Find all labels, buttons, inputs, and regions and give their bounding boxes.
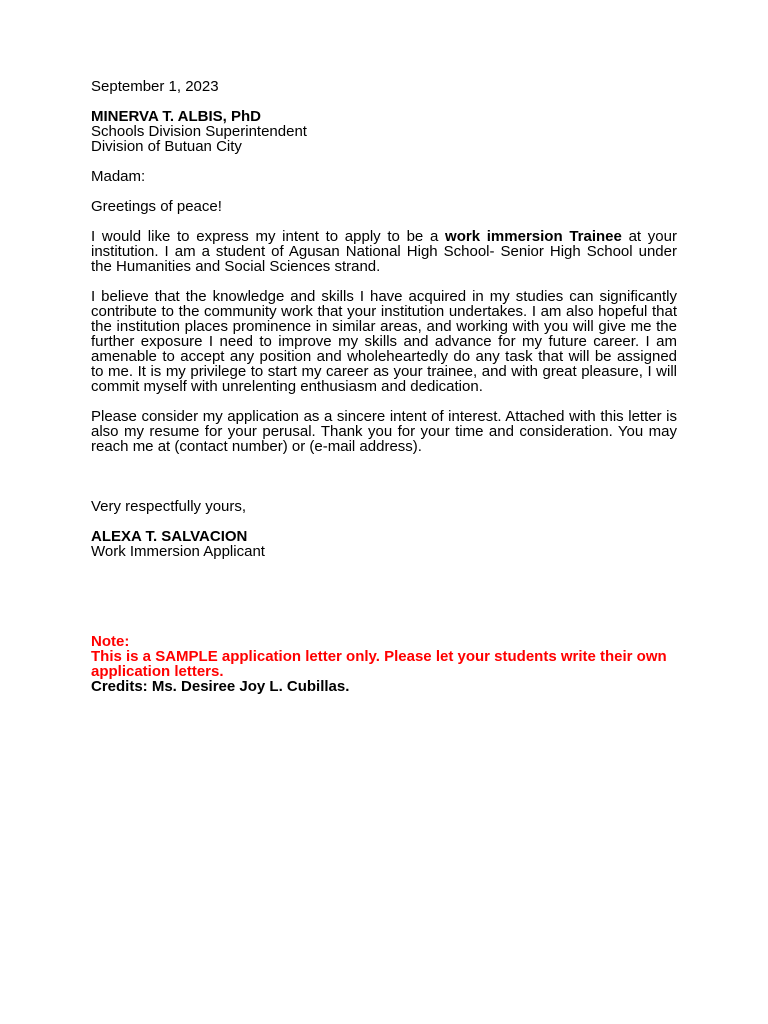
credits: Credits: Ms. Desiree Joy L. Cubillas. xyxy=(91,678,350,695)
salutation: Madam: xyxy=(91,168,146,185)
recipient-office: Division of Butuan City xyxy=(91,138,242,155)
letter-date: September 1, 2023 xyxy=(91,78,219,95)
paragraph-intent-emphasis: work immersion Trainee xyxy=(445,228,622,245)
spacer xyxy=(91,94,677,109)
application-letter xyxy=(91,79,677,694)
closing: Very respectfully yours, xyxy=(91,498,247,515)
spacer xyxy=(91,559,677,574)
spacer xyxy=(91,454,677,469)
paragraph-intent-start: I would like to express my intent to apply to be a xyxy=(91,228,446,245)
spacer xyxy=(91,214,677,229)
spacer xyxy=(91,574,677,589)
spacer xyxy=(91,154,677,169)
spacer xyxy=(91,604,677,619)
note-label: Note: xyxy=(91,633,130,650)
greeting: Greetings of peace! xyxy=(91,198,222,215)
paragraph-skills: I believe that the knowledge and skills I have acquired in my studies can significantly contribute to the community work that your institution undertakes. I am also hopeful that the institution places prominence in similar areas, and working with you will give me the further exposure I need to improve my skills and advance for my future career. I am amenable to accept any position and wholeheartedly do any task that will be assigned to me. It is my privilege to start my career as your trainee, and with great pleasure, I will commit myself with unrelenting enthusiasm and dedication. xyxy=(91,288,677,395)
spacer xyxy=(91,589,677,604)
paragraph-intent xyxy=(91,229,677,274)
paragraph-consideration: Please consider my application as a sincere intent of interest. Attached with this letter is also my resume for your perusal. Thank you for your time and consideration. You may reach me at (contact number) or (e-mail address). xyxy=(91,408,677,455)
spacer xyxy=(91,484,677,499)
spacer xyxy=(91,514,677,529)
spacer xyxy=(91,469,677,484)
sender-name: ALEXA T. SALVACION xyxy=(91,528,248,545)
spacer xyxy=(91,619,677,634)
recipient-title: Schools Division Superintendent xyxy=(91,123,307,140)
recipient-name: MINERVA T. ALBIS, PhD xyxy=(91,108,262,125)
sender-role: Work Immersion Applicant xyxy=(91,543,265,560)
spacer xyxy=(91,274,677,289)
note-text: This is a SAMPLE application letter only. Please let your students write their own application letters. xyxy=(91,648,667,680)
spacer xyxy=(91,184,677,199)
paragraph-intent-end: at your institution. I am a student of Agusan National High School- Senior High School under the Humanities and Social Sciences strand. xyxy=(91,228,677,275)
spacer xyxy=(91,394,677,409)
